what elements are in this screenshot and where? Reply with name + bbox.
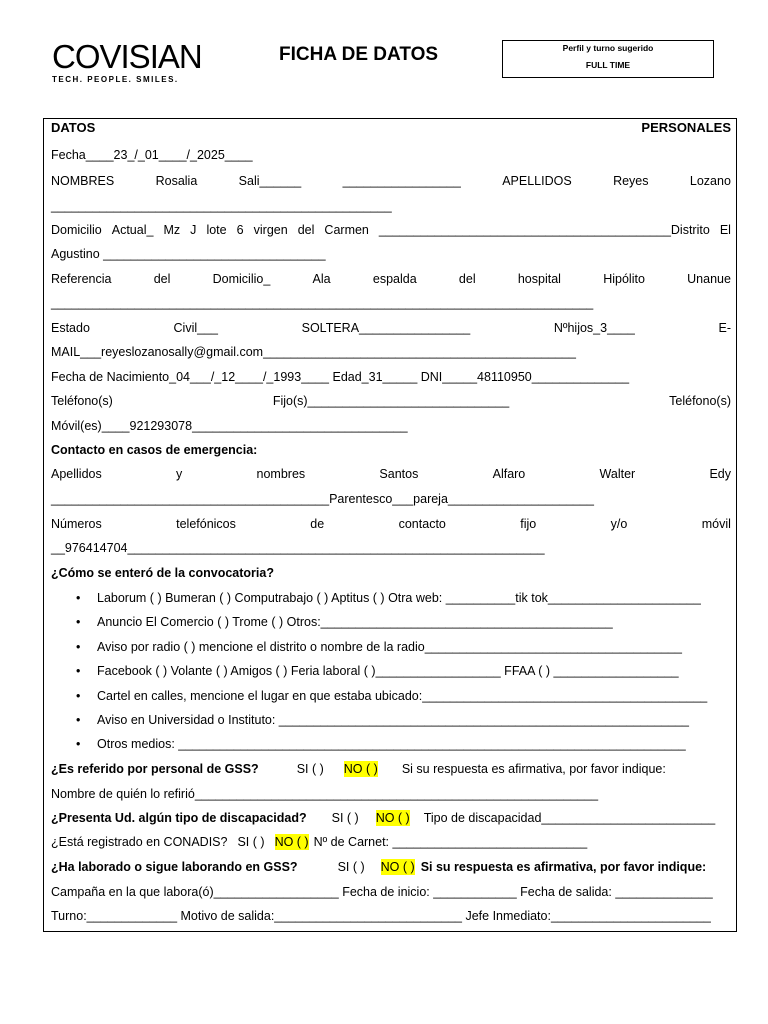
referido-line[interactable] (51, 761, 731, 777)
apellidos_w-word: y (176, 467, 183, 481)
nombres-cont[interactable]: _________________________________________________ (51, 199, 392, 213)
convocatoria-option[interactable]: Aviso por radio ( ) mencione el distrito o nombre de la radio_____________________________________ (97, 640, 682, 654)
discapacidad-no[interactable]: NO ( ) (375, 811, 410, 825)
nombres_w-word: Reyes (613, 174, 649, 188)
numeros_w-word: móvil (701, 517, 731, 531)
apellidos_w-word: Apellidos (51, 467, 102, 481)
turno-box (502, 40, 714, 78)
conadis-no[interactable]: NO ( ) (274, 835, 309, 849)
gss-question: ¿Ha laborado o sigue laborando en GSS? (51, 860, 298, 874)
nombres-line[interactable] (51, 173, 731, 189)
estado_w-word: Estado (51, 321, 90, 335)
section-label-right: PERSONALES (641, 120, 731, 135)
convocatoria-option[interactable]: Cartel en calles, mencione el lugar en que estaba ubicado:_________________________________________ (97, 689, 708, 703)
convocatoria-option[interactable]: Facebook ( ) Volante ( ) Amigos ( ) Feria laboral ( )__________________ FFAA ( ) __________________ (97, 664, 679, 678)
referido-rest: Si su respuesta es afirmativa, por favor indique: (401, 762, 666, 776)
logo-wordmark: COVISIAN (52, 38, 202, 75)
conadis-si[interactable]: SI ( ) (237, 835, 265, 849)
estado_w-word: SOLTERA________________ (301, 321, 471, 335)
conadis-carnet[interactable]: Nº de Carnet: ____________________________ (313, 835, 588, 849)
referencia-cont[interactable]: ______________________________________________________________________________ (51, 296, 594, 310)
apellidos-line[interactable] (51, 466, 731, 482)
referencia-line[interactable] (51, 271, 731, 287)
discapacidad-si[interactable]: SI ( ) (331, 811, 359, 825)
estado-civil-line[interactable] (51, 320, 731, 336)
logo-tagline: TECH. PEOPLE. SMILES. (52, 75, 179, 84)
gss-rest: Si su respuesta es afirmativa, por favor indique: (420, 860, 707, 874)
referencia_w-word: del (458, 272, 476, 286)
referencia_w-word: Unanue (687, 272, 731, 286)
numeros_w-word: contacto (398, 517, 446, 531)
convocatoria-heading: ¿Cómo se enteró de la convocatoria? (51, 566, 274, 580)
apellidos_w-word: nombres (256, 467, 306, 481)
nombres_w-word: Rosalia (155, 174, 198, 188)
apellidos_w-word: Edy (709, 467, 731, 481)
bullet-dot: • (76, 591, 81, 605)
page-title: FICHA DE DATOS (279, 44, 439, 65)
bullet-dot: • (76, 737, 81, 751)
referencia_w-word: Domicilio_ (212, 272, 271, 286)
domicilio_w-word: __________________________________________Distrito (378, 223, 710, 237)
referencia_w-word: del (153, 272, 171, 286)
convocatoria-option[interactable]: Otros medios: _________________________________________________________________________ (97, 737, 686, 751)
nacimiento-line[interactable]: Fecha de Nacimiento_04___/_12____/_1993____ Edad_31_____ DNI_____48110950______________ (51, 370, 630, 384)
turno-line[interactable]: Turno:_____________ Motivo de salida:___________________________ Jefe Inmediato:_______________________ (51, 909, 711, 923)
convocatoria-option[interactable]: Aviso en Universidad o Instituto: ___________________________________________________________ (97, 713, 689, 727)
domicilio_w-word: Mz (163, 223, 181, 237)
turno-label: Perfil y turno sugerido (562, 43, 654, 53)
telefono_w-word: Teléfono(s) (669, 394, 731, 408)
emergencia-heading: Contacto en casos de emergencia: (51, 443, 258, 457)
parentesco-line[interactable]: ________________________________________Parentesco___pareja_____________________ (51, 492, 594, 506)
estado_w-word: Nºhijos_3____ (553, 321, 635, 335)
telefono-line[interactable] (51, 393, 731, 409)
nombres_w-word: NOMBRES (51, 174, 115, 188)
estado_w-word: E- (718, 321, 731, 335)
referencia_w-word: Referencia (51, 272, 112, 286)
convocatoria-option[interactable]: Anuncio El Comercio ( ) Trome ( ) Otros:__________________________________________ (97, 615, 613, 629)
domicilio_w-word: Carmen (324, 223, 369, 237)
bullet-dot: • (76, 664, 81, 678)
nombres_w-word: Sali______ (238, 174, 302, 188)
numeros-line[interactable] (51, 516, 731, 532)
domicilio-cont[interactable]: Agustino ________________________________ (51, 247, 326, 261)
domicilio-line[interactable] (51, 222, 731, 238)
referido-nombre-line[interactable]: Nombre de quién lo refirió__________________________________________________________ (51, 787, 599, 801)
domicilio_w-word: El (719, 223, 731, 237)
numeros_w-word: de (310, 517, 325, 531)
referido-question: ¿Es referido por personal de GSS? (51, 762, 259, 776)
section-datos-personales (51, 120, 731, 136)
bullet-dot: • (76, 640, 81, 654)
conadis-line[interactable] (51, 834, 731, 850)
apellidos_w-word: Alfaro (492, 467, 526, 481)
referencia_w-word: hospital (517, 272, 561, 286)
apellidos_w-word: Santos (379, 467, 419, 481)
domicilio_w-word: J (190, 223, 197, 237)
domicilio_w-word: Domicilio (51, 223, 102, 237)
gss-si[interactable]: SI ( ) (337, 860, 365, 874)
section-label-left: DATOS (51, 120, 96, 135)
domicilio_w-word: lote (206, 223, 227, 237)
conadis-question: ¿Está registrado en CONADIS? (51, 835, 228, 849)
fecha-line[interactable]: Fecha____23_/_01____/_2025____ (51, 148, 253, 162)
bullet-dot: • (76, 615, 81, 629)
telefono_w-word: Fijo(s)_____________________________ (272, 394, 510, 408)
referencia_w-word: Hipólito (603, 272, 645, 286)
numeros-cont[interactable]: __976414704____________________________________________________________ (51, 541, 545, 555)
domicilio_w-word: virgen (253, 223, 288, 237)
turno-value: FULL TIME (585, 60, 631, 70)
numeros_w-word: Números (51, 517, 102, 531)
numeros_w-word: telefónicos (176, 517, 236, 531)
referencia_w-word: espalda (372, 272, 417, 286)
email-line[interactable]: MAIL___reyeslozanosally@gmail.com_____________________________________________ (51, 345, 576, 359)
gss-line[interactable] (51, 859, 731, 875)
campana-line[interactable]: Campaña en la que labora(ó)__________________ Fecha de inicio: ____________ Fecha de salida: ______________ (51, 885, 713, 899)
referencia_w-word: Ala (312, 272, 331, 286)
referido-no[interactable]: NO ( ) (343, 762, 378, 776)
numeros_w-word: fijo (520, 517, 537, 531)
covisian-logo (52, 40, 204, 86)
domicilio_w-word: Actual_ (111, 223, 154, 237)
nombres_w-word: Lozano (689, 174, 731, 188)
discapacidad-question: ¿Presenta Ud. algún tipo de discapacidad? (51, 811, 307, 825)
discapacidad-tipo[interactable]: Tipo de discapacidad_________________________ (423, 811, 716, 825)
referido-si[interactable]: SI ( ) (296, 762, 324, 776)
apellidos_w-word: Walter (599, 467, 636, 481)
gss-no[interactable]: NO ( ) (380, 860, 415, 874)
bullet-dot: • (76, 713, 81, 727)
domicilio_w-word: del (297, 223, 315, 237)
domicilio_w-word: 6 (236, 223, 244, 237)
numeros_w-word: y/o (610, 517, 628, 531)
movil-line[interactable]: Móvil(es)____921293078_______________________________ (51, 419, 408, 433)
estado_w-word: Civil___ (173, 321, 218, 335)
convocatoria-option[interactable]: Laborum ( ) Bumeran ( ) Computrabajo ( ) Aptitus ( ) Otra web: __________tik tok______________________ (97, 591, 701, 605)
nombres_w-word: APELLIDOS (502, 174, 572, 188)
bullet-dot: • (76, 689, 81, 703)
nombres_w-word: _________________ (342, 174, 461, 188)
discapacidad-line[interactable] (51, 810, 731, 826)
telefono_w-word: Teléfono(s) (51, 394, 113, 408)
